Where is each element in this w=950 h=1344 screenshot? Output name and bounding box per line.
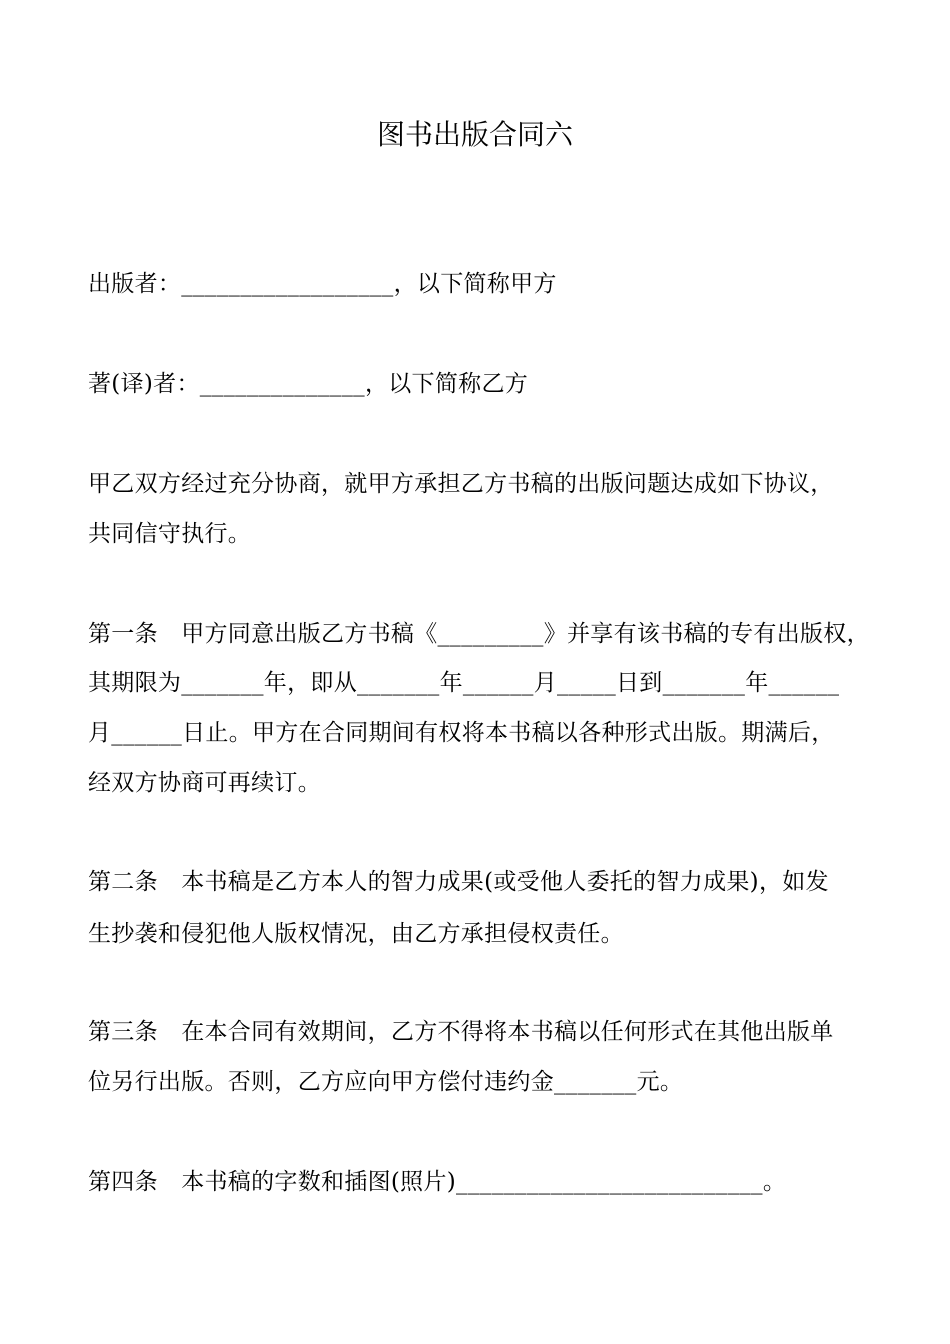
article-3-line-2: 位另行出版。否则，乙方应向甲方偿付违约金_______元。 bbox=[88, 1069, 684, 1095]
article-1-line-1: 第一条 甲方同意出版乙方书稿《_________》并享有该书稿的专有出版权， bbox=[88, 621, 870, 647]
preamble-line-2: 共同信守执行。 bbox=[88, 521, 252, 547]
article-1-line-2: 其期限为_______年，即从_______年______月_____日到_______年______ bbox=[88, 670, 840, 696]
article-2-line-2: 生抄袭和侵犯他人版权情况，由乙方承担侵权责任。 bbox=[88, 921, 624, 947]
article-2-line-1: 第二条 本书稿是乙方本人的智力成果(或受他人委托的智力成果)，如发 bbox=[88, 869, 829, 895]
article-3-line-1: 第三条 在本合同有效期间，乙方不得将本书稿以任何形式在其他出版单 bbox=[88, 1019, 834, 1045]
preamble-line-1: 甲乙双方经过充分协商，就甲方承担乙方书稿的出版问题达成如下协议， bbox=[88, 471, 834, 497]
article-4-line-1: 第四条 本书稿的字数和插图(照片)__________________________。 bbox=[88, 1169, 787, 1195]
article-1-line-3: 月______日止。甲方在合同期间有权将本书稿以各种形式出版。期满后， bbox=[88, 720, 835, 746]
author-line: 著(译)者：______________，以下简称乙方 bbox=[88, 371, 529, 397]
document-title: 图书出版合同六 bbox=[376, 118, 573, 151]
publisher-line: 出版者：__________________，以下简称甲方 bbox=[88, 271, 557, 297]
article-1-line-4: 经双方协商可再续订。 bbox=[88, 770, 321, 796]
